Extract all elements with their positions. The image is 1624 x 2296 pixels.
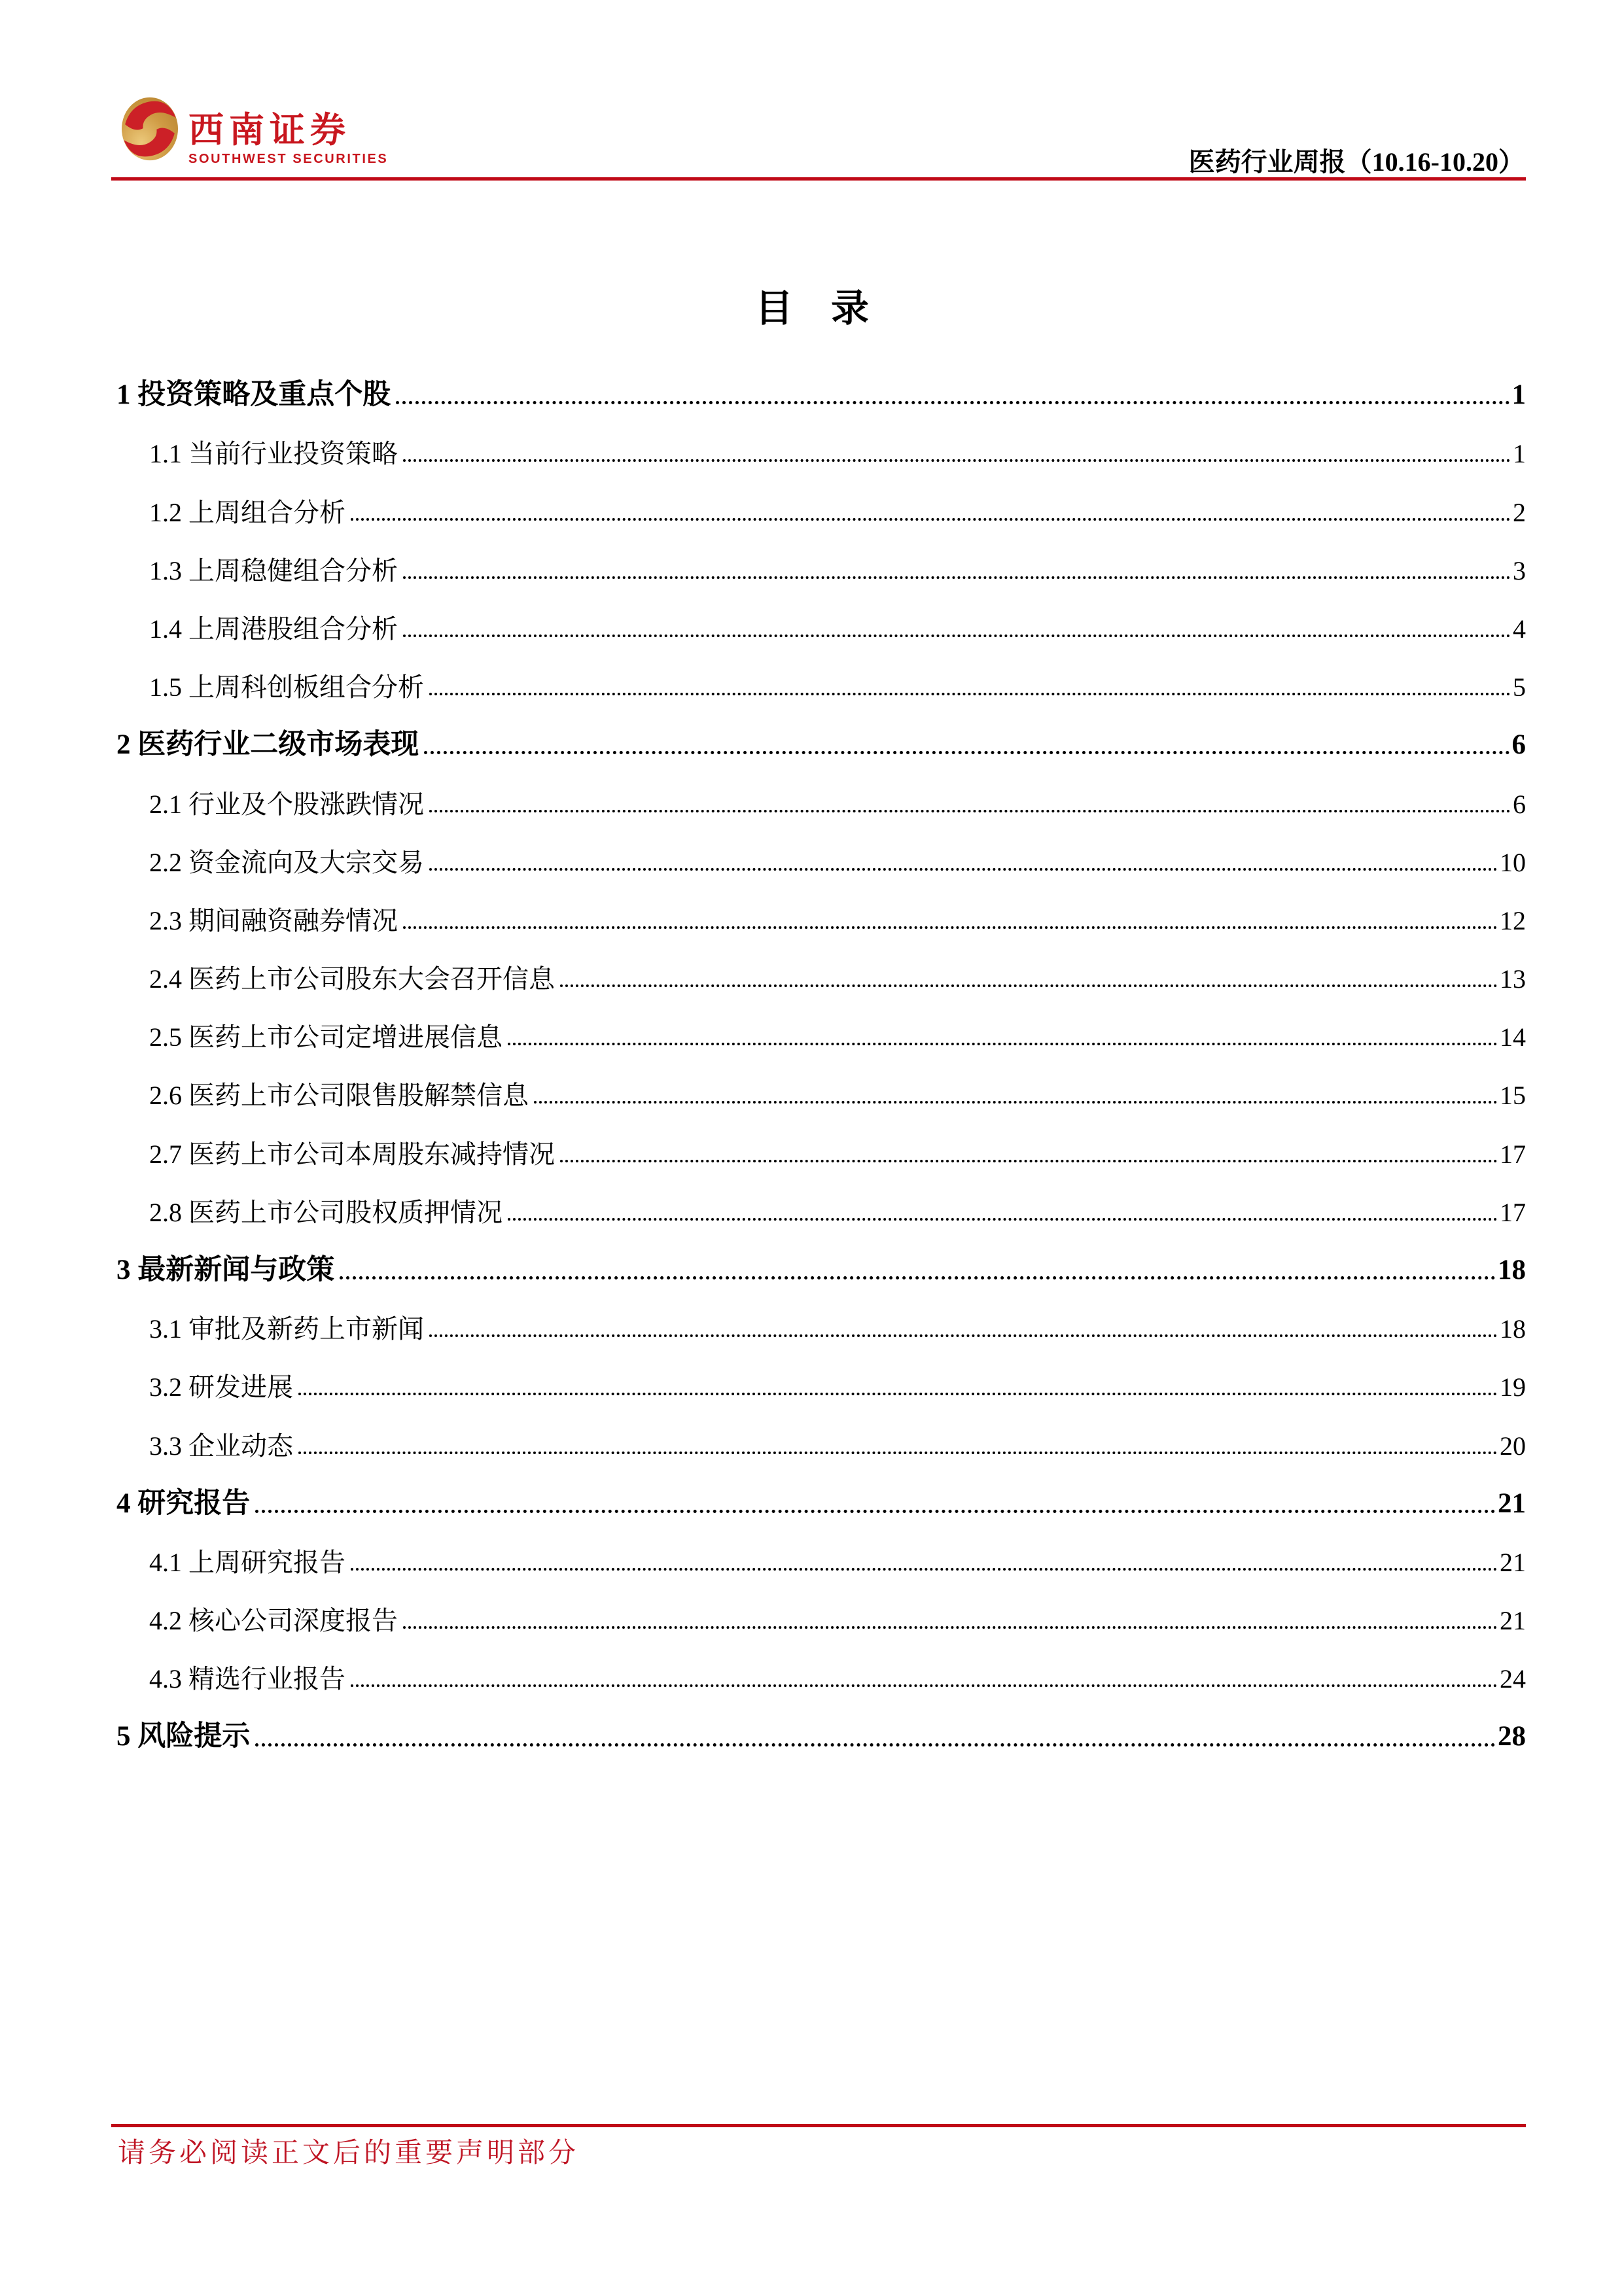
header-divider xyxy=(111,177,1526,181)
toc-entry-label: 1 投资策略及重点个股 xyxy=(116,379,391,411)
toc-page-number: 28 xyxy=(1498,1721,1526,1752)
footer-disclaimer: 请务必阅读正文后的重要声明部分 xyxy=(118,2138,580,2168)
toc-entry-label: 3.3 企业动态 xyxy=(149,1431,293,1461)
footer-divider xyxy=(111,2124,1526,2127)
toc-entry[interactable] xyxy=(111,877,1526,935)
toc-page-number: 6 xyxy=(1513,789,1526,819)
toc-entry-label: 1.1 当前行业投资策略 xyxy=(149,439,398,469)
toc-leader-dots xyxy=(424,751,1509,754)
toc-page-number: 13 xyxy=(1500,964,1526,994)
toc-entry-label: 2.2 资金流向及大宗交易 xyxy=(149,847,424,877)
toc-entry-label: 4.3 精选行业报告 xyxy=(149,1664,345,1694)
toc-leader-dots xyxy=(298,1393,1498,1395)
toc-entry[interactable] xyxy=(111,1460,1526,1518)
toc-entry-label: 2.3 期间融资融券情况 xyxy=(149,905,398,935)
toc-entry-label: 4.1 上周研究报告 xyxy=(149,1547,345,1577)
toc-leader-dots xyxy=(403,459,1511,462)
toc-leader-dots xyxy=(351,1684,1498,1687)
toc-leader-dots xyxy=(351,518,1511,521)
toc-entry[interactable] xyxy=(111,527,1526,585)
toc-entry-label: 2.4 医药上市公司股东大会召开信息 xyxy=(149,964,555,994)
toc-page-number: 5 xyxy=(1513,672,1526,703)
toc-leader-dots xyxy=(255,1743,1496,1747)
toc-entry-label: 2 医药行业二级市场表现 xyxy=(116,729,419,761)
toc-entry[interactable] xyxy=(111,643,1526,701)
toc-list xyxy=(111,351,1526,1752)
toc-entry[interactable] xyxy=(111,1576,1526,1635)
brand-name-en: SOUTHWEST SECURITIES xyxy=(188,152,389,166)
toc-page-number: 18 xyxy=(1498,1254,1526,1285)
toc-page-number: 10 xyxy=(1500,847,1526,877)
toc-page-number: 17 xyxy=(1500,1139,1526,1169)
brand-name-cn: 西南证券 xyxy=(188,111,351,150)
toc-leader-dots xyxy=(429,1334,1498,1337)
toc-page-number: 1 xyxy=(1513,439,1526,469)
toc-leader-dots xyxy=(508,1218,1498,1221)
toc-entry[interactable] xyxy=(111,585,1526,643)
toc-entry[interactable] xyxy=(111,1518,1526,1576)
toc-entry-label: 2.5 医药上市公司定增进展信息 xyxy=(149,1022,503,1052)
toc-page-number: 14 xyxy=(1500,1022,1526,1052)
toc-page-number: 21 xyxy=(1498,1487,1526,1519)
toc-page-number: 6 xyxy=(1511,729,1526,761)
toc-leader-dots xyxy=(403,635,1511,637)
toc-entry[interactable] xyxy=(111,759,1526,818)
report-title: 医药行业周报（10.16-10.20） xyxy=(1188,147,1525,177)
toc-leader-dots xyxy=(351,1568,1498,1571)
toc-page-number: 2 xyxy=(1513,497,1526,527)
toc-page-number: 17 xyxy=(1500,1197,1526,1227)
toc-page-number: 4 xyxy=(1513,614,1526,644)
toc-entry-label: 1.3 上周稳健组合分析 xyxy=(149,555,398,585)
toc-entry[interactable] xyxy=(111,1226,1526,1285)
toc-entry-label: 3 最新新闻与政策 xyxy=(116,1254,335,1285)
toc-entry-label: 4.2 核心公司深度报告 xyxy=(149,1606,398,1636)
brand-logo-icon xyxy=(122,97,178,161)
toc-entry[interactable] xyxy=(111,409,1526,468)
toc-page-number: 12 xyxy=(1500,905,1526,935)
toc-entry[interactable] xyxy=(111,701,1526,759)
toc-entry[interactable] xyxy=(111,1343,1526,1401)
toc-entry-label: 2.1 行业及个股涨跌情况 xyxy=(149,789,424,819)
toc-entry-label: 3.1 审批及新药上市新闻 xyxy=(149,1314,424,1344)
toc-page-number: 18 xyxy=(1500,1314,1526,1344)
toc-page-number: 3 xyxy=(1513,555,1526,585)
toc-leader-dots xyxy=(429,810,1511,812)
toc-leader-dots xyxy=(396,401,1509,404)
toc-leader-dots xyxy=(560,1160,1498,1162)
toc-entry[interactable] xyxy=(111,818,1526,877)
toc-page-number: 19 xyxy=(1500,1372,1526,1402)
toc-page-number: 20 xyxy=(1500,1431,1526,1461)
toc-leader-dots xyxy=(298,1452,1498,1454)
toc-entry[interactable] xyxy=(111,935,1526,993)
toc-page-number: 21 xyxy=(1500,1547,1526,1577)
toc-entry-label: 2.6 医药上市公司限售股解禁信息 xyxy=(149,1081,529,1111)
toc-page-number: 15 xyxy=(1500,1081,1526,1111)
toc-entry[interactable] xyxy=(111,1693,1526,1751)
toc-leader-dots xyxy=(340,1276,1496,1279)
toc-entry-label: 2.8 医药上市公司股权质押情况 xyxy=(149,1197,503,1227)
toc-entry[interactable] xyxy=(111,1401,1526,1459)
toc-leader-dots xyxy=(534,1101,1498,1104)
toc-leader-dots xyxy=(429,693,1511,695)
toc-entry[interactable] xyxy=(111,351,1526,409)
toc-entry[interactable] xyxy=(111,468,1526,526)
toc-title: 目 录 xyxy=(754,287,869,330)
toc-page-number: 21 xyxy=(1500,1606,1526,1636)
toc-entry[interactable] xyxy=(111,1285,1526,1343)
toc-leader-dots xyxy=(403,1626,1498,1629)
toc-entry-label: 3.2 研发进展 xyxy=(149,1372,293,1402)
toc-leader-dots xyxy=(403,926,1498,929)
toc-entry[interactable] xyxy=(111,1635,1526,1693)
brand-text xyxy=(188,113,388,167)
toc-leader-dots xyxy=(255,1510,1496,1513)
brand-logo xyxy=(122,97,388,167)
toc-entry-label: 1.2 上周组合分析 xyxy=(149,497,345,527)
toc-entry-label: 4 研究报告 xyxy=(116,1487,251,1519)
toc-entry-label: 5 风险提示 xyxy=(116,1721,251,1752)
toc-entry[interactable] xyxy=(111,993,1526,1051)
toc-entry-label: 1.4 上周港股组合分析 xyxy=(149,614,398,644)
toc-entry-label: 2.7 医药上市公司本周股东减持情况 xyxy=(149,1139,555,1169)
toc-leader-dots xyxy=(560,984,1498,987)
toc-entry[interactable] xyxy=(111,1168,1526,1226)
toc-leader-dots xyxy=(403,576,1511,579)
toc-entry-label: 1.5 上周科创板组合分析 xyxy=(149,672,424,703)
toc-entry[interactable] xyxy=(111,1109,1526,1168)
toc-entry[interactable] xyxy=(111,1051,1526,1109)
toc-page-number: 24 xyxy=(1500,1664,1526,1694)
toc-leader-dots xyxy=(429,868,1498,871)
toc-leader-dots xyxy=(508,1043,1498,1045)
toc-page-number: 1 xyxy=(1511,379,1526,411)
